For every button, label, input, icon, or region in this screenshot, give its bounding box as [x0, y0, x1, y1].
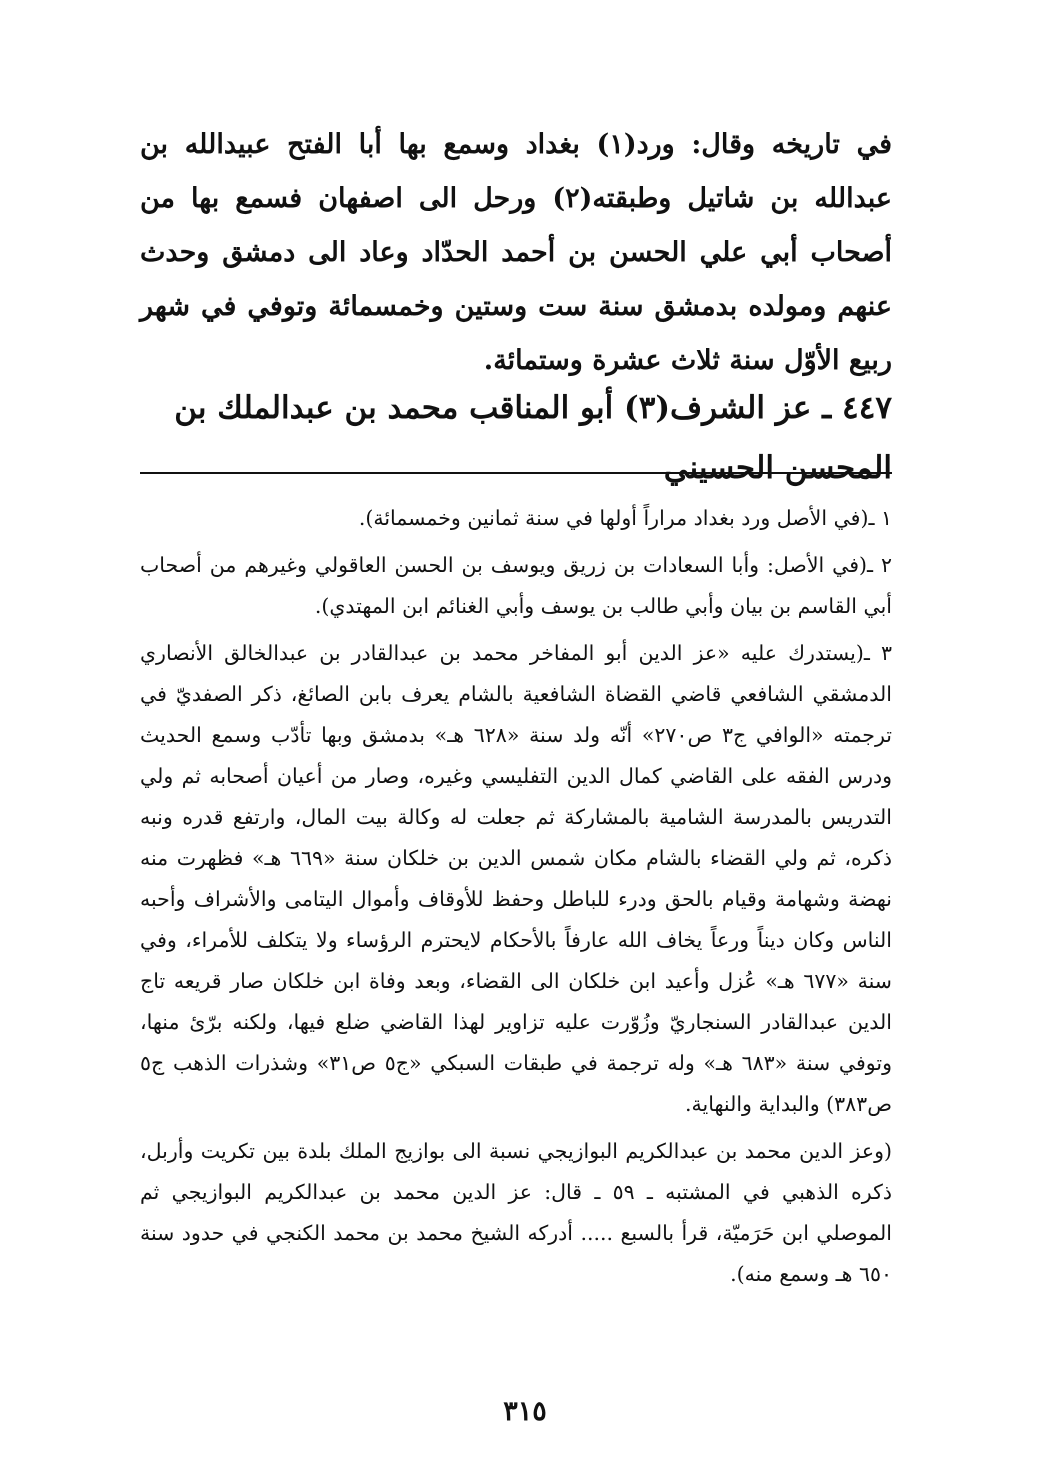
footnote-divider: [140, 472, 892, 474]
page-number: ٣١٥: [503, 1396, 547, 1427]
footnote-3-continuation: (وعز الدين محمد بن عبدالكريم البوازيجي نسبة الى بوازيج الملك بلدة بين تكريت وأربل، ذكره الذهبي في المشتبه ـ ٥٩ ـ قال: عز الدين محمد بن عبدالكريم البوازيجي ثم الموصلي ابن حَرَميّة، قرأ بالسبع ..... أدركه الشيخ محمد بن محمد الكنجي في حدود سنة ٦٥٠ هـ وسمع منه).: [140, 1139, 892, 1286]
footnote-2: ٢ ـ(في الأصل: وأبا السعادات بن زريق ويوسف بن الحسن العاقولي وغيرهم من أصحاب أبي القاسم بن بيان وأبي طالب بن يوسف وأبي الغنائم ابن المهتدي).: [140, 553, 892, 618]
entry-heading: ٤٤٧ ـ عز الشرف(٣) أبو المناقب محمد بن عبدالملك بن المحسن الحسيني: [174, 390, 892, 486]
footnotes: [140, 498, 892, 1301]
footnote-3: ٣ ـ(يستدرك عليه «عز الدين أبو المفاخر محمد بن عبدالقادر بن عبدالخالق الأنصاري الدمشقي الشافعي قاضي القضاة الشافعية بالشام يعرف بابن الصائغ، ذكر الصفديّ في ترجمته «الوافي ج٣ ص٢٧٠» أنّه ولد سنة «٦٢٨ هـ» بدمشق وبها تأدّب وسمع الحديث ودرس الفقه على القاضي كمال الدين التفليسي وغيره، وصار من أعيان أصحابه ثم ولي التدريس بالمدرسة الشامية بالمشاركة ثم جعلت له وكالة بيت المال، وارتفع قدره ونبه ذكره، ثم ولي القضاء بالشام مكان شمس الدين بن خلكان سنة «٦٦٩ هـ» فظهرت منه نهضة وشهامة وقيام بالحق ودرء للباطل وحفظ للأوقاف وأموال اليتامى والأشراف وأحبه الناس وكان ديناً ورعاً يخاف الله عارفاً بالأحكام لايحترم الرؤساء ولا يتكلف للأمراء، وفي سنة «٦٧٧ هـ» عُزل وأعيد ابن خلكان الى القضاء، وبعد وفاة ابن خلكان صار قريعه تاج الدين عبدالقادر السنجاريّ وزُوّرت عليه تزاوير لهذا القاضي ضلع فيها، ولكنه برّئ منها، وتوفي سنة «٦٨٣ هـ» وله ترجمة في طبقات السبكي «ج٥ ص٣١» وشذرات الذهب ج٥ ص٣٨٣) والبداية والنهاية.: [140, 641, 892, 1116]
footnote-1: ١ ـ(في الأصل ورد بغداد مراراً أولها في سنة ثمانين وخمسمائة).: [358, 506, 892, 530]
body-paragraph: في تاريخه وقال: ورد(١) بغداد وسمع بها أبا الفتح عبيدالله بن عبدالله بن شاتيل وطبقته(٢) ورحل الى اصفهان فسمع بها من أصحاب أبي علي الحسن بن أحمد الحدّاد وعاد الى دمشق وحدث عنهم ومولده بدمشق سنة ست وستين وخمسمائة وتوفي في شهر ربيع الأوّل سنة ثلاث عشرة وستمائة.: [140, 129, 892, 376]
